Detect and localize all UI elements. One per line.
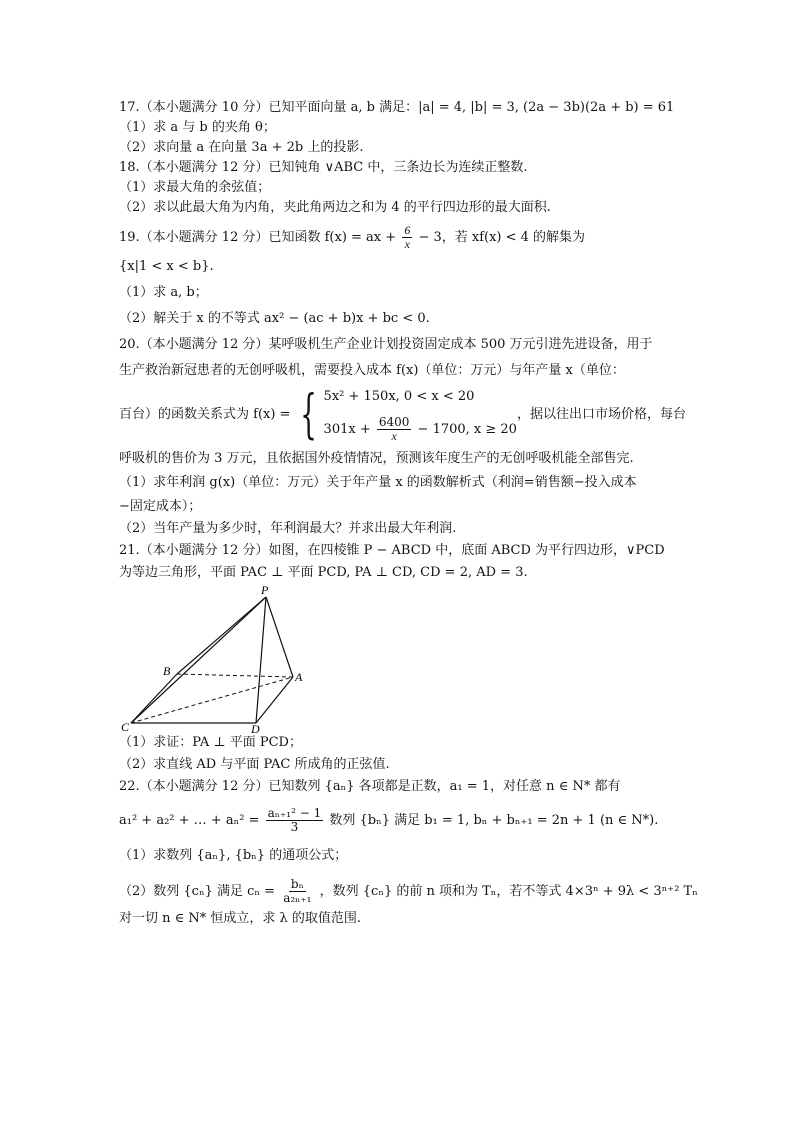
- q20-case2-a: 301x +: [323, 422, 371, 437]
- q22-part2: [119, 877, 698, 905]
- q22-line2-a: a₁² + a₂² + … + aₙ² =: [119, 813, 260, 828]
- q20-part2: （2）当年产量为多少时，年利润最大？并求出最大年利润.: [119, 521, 457, 536]
- edge-DA: [256, 677, 293, 723]
- q22-part3: 对一切 n ∈ N* 恒成立，求 λ 的取值范围.: [119, 911, 362, 926]
- q19-frac-num: 6: [404, 223, 411, 237]
- q20-line1: 20.（本小题满分 12 分）某呼吸机生产企业计划投资固定成本 500 万元引进先进设备，用于: [119, 337, 653, 352]
- q18-part1: （1）求最大角的余弦值；: [119, 180, 271, 195]
- q20-line4: 呼吸机的售价为 3 万元，且依据国外疫情情况，预测该年度生产的无创呼吸机能全部售完.: [119, 451, 634, 466]
- q22-part2-a: （2）数列 {cₙ} 满足 cₙ =: [119, 884, 276, 899]
- q19-part1: （1）求 a, b；: [119, 285, 208, 300]
- q20-line2: 生产救治新冠患者的无创呼吸机，需要投入成本 f(x)（单位：万元）与年产量 x（单位：: [119, 363, 625, 378]
- q20-case2-b: − 1700, x ≥ 20: [417, 422, 517, 437]
- q19-fraction: [402, 224, 412, 251]
- exam-page: [119, 98, 698, 929]
- q20-part1a: （1）求年利润 g(x)（单位：万元）关于年产量 x 的函数解析式（利润=销售额−投入成本: [119, 475, 637, 490]
- q22-part2-b: ，数列 {cₙ} 的前 n 项和为 Tₙ，若不等式 4×3ⁿ + 9λ < 3ⁿ⁺² Tₙ: [319, 884, 698, 899]
- q20-case1: 5x² + 150x, 0 < x < 20: [323, 389, 475, 404]
- q22-line2: [119, 807, 679, 834]
- q22-cn-fraction: [281, 878, 313, 905]
- brace-glyph: {: [300, 385, 318, 445]
- q18-part2: （2）求以此最大角为内角，夹此角两边之和为 4 的平行四边形的最大面积.: [119, 200, 551, 215]
- edge-PB: [177, 597, 266, 674]
- edge-BC: [131, 674, 177, 723]
- q19-stem-b: − 3，若 xf(x) < 4 的解集为: [418, 230, 586, 245]
- q20-case2-den: x: [391, 429, 397, 443]
- q20-cases: [324, 387, 517, 443]
- q21-line2: 为等边三角形，平面 PAC ⊥ 平面 PCD, PA ⊥ CD, CD = 2, AD = 3.: [119, 565, 528, 580]
- q22-frac-num: aₙ₊₁² − 1: [267, 806, 322, 820]
- pyramid-figure: [119, 585, 319, 733]
- q17-part2: （2）求向量 a 在向量 3a + 2b 上的投影.: [119, 140, 364, 155]
- edge-PA: [266, 597, 293, 677]
- q20-line3-a: 百台）的函数关系式为 f(x) =: [119, 407, 291, 422]
- q19-part2: （2）解关于 x 的不等式 ax² − (ac + b)x + bc < 0.: [119, 311, 430, 326]
- q20-case2-fraction: [377, 416, 412, 443]
- q17-part1: （1）求 a 与 b 的夹角 θ；: [119, 120, 276, 135]
- q22-part1: （1）求数列 {aₙ}, {bₙ} 的通项公式；: [119, 848, 348, 863]
- label-A: A: [295, 670, 303, 684]
- label-D: D: [251, 722, 260, 733]
- q19-stem-a: 19.（本小题满分 12 分）已知函数 f(x) = ax +: [119, 230, 397, 245]
- label-C: C: [121, 720, 130, 733]
- q19-frac-den: x: [404, 237, 410, 251]
- q20-line3-b: ，据以往出口市场价格，每台: [516, 407, 686, 422]
- q19-stem: [119, 224, 679, 251]
- edge-PD: [256, 597, 266, 723]
- q22-line1: 22.（本小题满分 12 分）已知数列 {aₙ} 各项都是正数，a₁ = 1，对任意 n ∈ N* 都有: [119, 779, 621, 794]
- q22-cn-den: a₂ₙ₊₁: [283, 891, 312, 905]
- q18-stem: 18.（本小题满分 12 分）已知钝角 ∨ABC 中，三条边长为连续正整数.: [119, 160, 528, 175]
- q21-line1: 21.（本小题满分 12 分）如图，在四棱锥 P − ABCD 中，底面 ABCD 为平行四边形，∨PCD: [119, 543, 665, 558]
- q22-cn-num: bₙ: [290, 877, 304, 891]
- edge-BA-hidden: [177, 674, 293, 677]
- q21-part1: （1）求证：PA ⊥ 平面 PCD；: [119, 735, 302, 750]
- q21-part2: （2）求直线 AD 与平面 PAC 所成角的正弦值.: [119, 757, 390, 772]
- q20-part1b: −固定成本）；: [119, 499, 202, 514]
- label-B: B: [163, 664, 171, 678]
- q20-piecewise: [119, 383, 686, 447]
- q22-frac-den: 3: [290, 820, 299, 834]
- q20-case2: [324, 416, 517, 443]
- q19-set: {x|1 < x < b}.: [119, 259, 214, 274]
- q22-line2-b: 数列 {bₙ} 满足 b₁ = 1, bₙ + bₙ₊₁ = 2n + 1 (n ∈ N*).: [329, 813, 659, 828]
- q22-fraction: [266, 807, 324, 834]
- q20-case2-num: 6400: [378, 415, 410, 429]
- q17-stem: 17.（本小题满分 10 分）已知平面向量 a, b 满足：|a| = 4, |b| = 3, (2a − 3b)(2a + b) = 61: [119, 100, 675, 115]
- label-P: P: [261, 585, 269, 597]
